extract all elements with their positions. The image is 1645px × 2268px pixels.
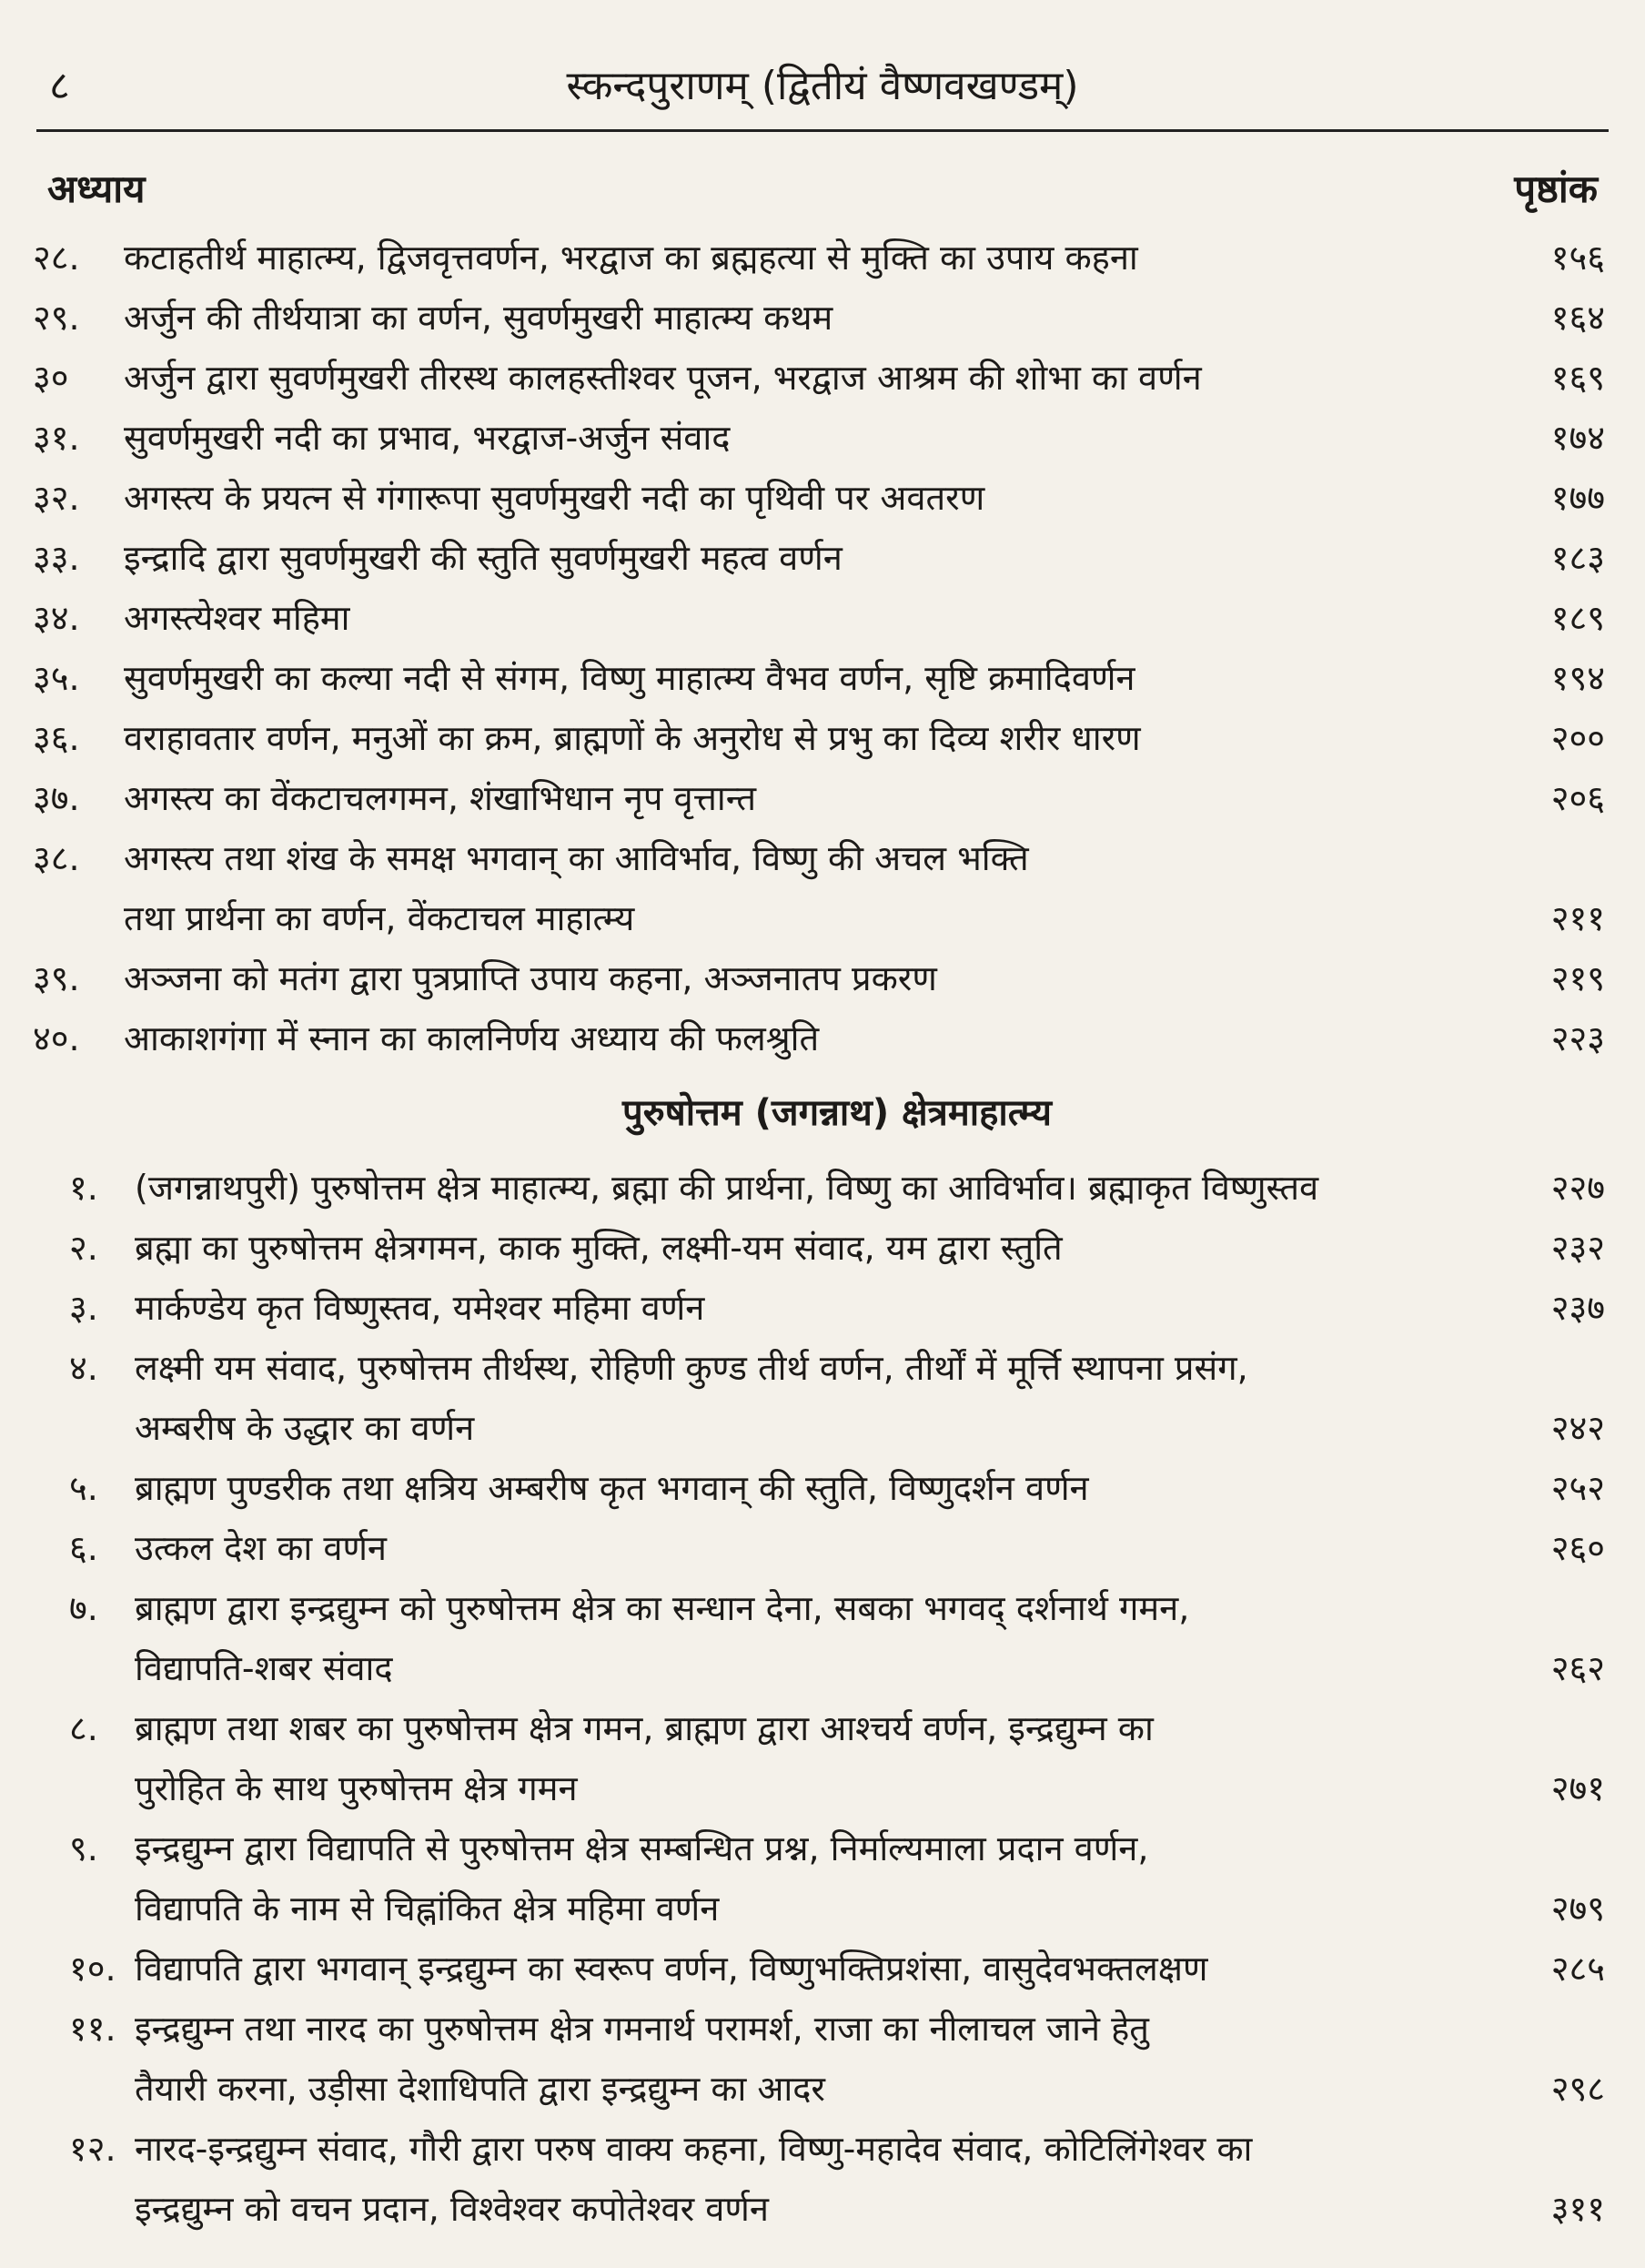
- chapter-title: [124, 948, 1487, 1008]
- chapter-title-line: (जगन्नाथपुरी) पुरुषोत्तम क्षेत्र माहात्म्य, ब्रह्मा की प्रार्थना, विष्णु का आविर्भाव। ब्रह्माकृत विष्णुस्तव: [135, 1168, 1319, 1208]
- chapter-number: ६.: [69, 1528, 98, 1568]
- page-reference: २२७: [1550, 1168, 1605, 1208]
- chapter-title: [135, 1578, 1487, 1698]
- chapter-title: [124, 708, 1487, 768]
- toc-entry: [33, 1939, 1605, 1999]
- chapter-title: [124, 828, 1487, 948]
- chapter-number: ३४.: [33, 598, 80, 638]
- page-reference: १७४: [1550, 418, 1605, 458]
- chapter-title-line: विद्यापति द्वारा भगवान् इन्द्रद्युम्न का स्वरूप वर्णन, विष्णुभक्तिप्रशंसा, वासुदेवभक्तलक्षण: [135, 1949, 1208, 1989]
- toc-entry: [33, 1698, 1605, 1818]
- section-title: पुरुषोत्तम (जगन्नाथ) क्षेत्रमाहात्म्य: [622, 1092, 1052, 1134]
- page-reference: १६९: [1550, 358, 1605, 398]
- chapter-title-line: विद्यापति-शबर संवाद: [135, 1648, 393, 1688]
- toc-entry: [33, 1278, 1605, 1338]
- page-reference: २८५: [1550, 1949, 1605, 1989]
- chapter-title-line: अगस्त्य के प्रयत्न से गंगारूपा सुवर्णमुखरी नदी का पृथिवी पर अवतरण: [124, 478, 985, 518]
- toc-entry: [33, 828, 1605, 948]
- chapter-title: [124, 468, 1487, 528]
- page-reference: २९८: [1550, 2069, 1605, 2109]
- chapter-title-line: सुवर्णमुखरी नदी का प्रभाव, भरद्वाज-अर्जुन संवाद: [124, 418, 731, 458]
- toc-entry: [33, 948, 1605, 1008]
- toc-entry: [33, 648, 1605, 708]
- toc-entry: [33, 528, 1605, 588]
- page-reference: २१९: [1550, 958, 1605, 998]
- chapter-number: ३९.: [33, 958, 80, 998]
- chapter-title: [124, 228, 1487, 288]
- chapter-title: [124, 528, 1487, 588]
- chapter-title: [135, 1218, 1487, 1278]
- chapter-number: २.: [69, 1228, 98, 1268]
- toc-entry: [33, 1158, 1605, 1218]
- page-reference: २६०: [1550, 1528, 1605, 1568]
- chapter-number: ३०: [33, 358, 69, 398]
- page-reference: १८९: [1550, 598, 1605, 638]
- chapter-title: [135, 1999, 1487, 2119]
- chapter-title: [124, 648, 1487, 708]
- toc-entry: [33, 1518, 1605, 1578]
- chapter-title-line: सुवर्णमुखरी का कल्या नदी से संगम, विष्णु माहात्म्य वैभव वर्णन, सृष्टि क्रमादिवर्णन: [124, 658, 1135, 698]
- chapter-title: [135, 2119, 1487, 2239]
- toc-entry: [33, 1008, 1605, 1068]
- chapter-title-line: अगस्त्येश्वर महिमा: [124, 598, 350, 638]
- toc-entry: [33, 1578, 1605, 1698]
- chapter-title-line: तैयारी करना, उड़ीसा देशाधिपति द्वारा इन्द्रद्युम्न का आदर: [135, 2069, 825, 2109]
- chapter-column-heading: अध्याय: [47, 167, 146, 211]
- chapter-title-line: ब्रह्मा का पुरुषोत्तम क्षेत्रगमन, काक मुक्ति, लक्ष्मी-यम संवाद, यम द्वारा स्तुति: [135, 1228, 1063, 1268]
- chapter-title-line: अञ्जना को मतंग द्वारा पुत्रप्राप्ति उपाय कहना, अञ्जनातप प्रकरण: [124, 958, 937, 998]
- chapter-title-line: अगस्त्य तथा शंख के समक्ष भगवान् का आविर्भाव, विष्णु की अचल भक्ति: [124, 838, 1029, 878]
- page-reference: १५६: [1550, 238, 1605, 278]
- chapter-title: [135, 1818, 1487, 1939]
- page-reference: २७९: [1550, 1888, 1605, 1929]
- chapter-title: [135, 1278, 1487, 1338]
- chapter-title-line: कटाहतीर्थ माहात्म्य, द्विजवृत्तवर्णन, भरद्वाज का ब्रह्महत्या से मुक्ति का उपाय कहना: [124, 238, 1138, 278]
- toc-entry: [33, 408, 1605, 468]
- chapter-title: [124, 288, 1487, 348]
- chapter-title-line: ब्राह्मण द्वारा इन्द्रद्युम्न को पुरुषोत्तम क्षेत्र का सन्धान देना, सबका भगवद् दर्शनार्थ गमन,: [135, 1588, 1190, 1628]
- page-header: [36, 46, 1609, 127]
- chapter-number: १०.: [69, 1949, 116, 1989]
- chapter-title-line: ब्राह्मण पुण्डरीक तथा क्षत्रिय अम्बरीष कृत भगवान् की स्तुति, विष्णुदर्शन वर्णन: [135, 1468, 1089, 1508]
- chapter-title-line: नारद-इन्द्रद्युम्न संवाद, गौरी द्वारा परुष वाक्य कहना, विष्णु-महादेव संवाद, कोटिलिंगेश्वर का: [135, 2129, 1253, 2169]
- chapter-number: १.: [69, 1168, 98, 1208]
- chapter-title: [124, 1008, 1487, 1068]
- toc-entry: [33, 1818, 1605, 1939]
- chapter-number: ५.: [69, 1468, 98, 1508]
- chapter-title: [124, 348, 1487, 408]
- toc-entry: [33, 2119, 1605, 2239]
- page-reference: २३७: [1550, 1288, 1605, 1328]
- page-reference: २५२: [1550, 1468, 1605, 1508]
- chapter-title: [135, 1518, 1487, 1578]
- page-number: ८: [49, 63, 70, 109]
- chapter-title-line: ब्राह्मण तथा शबर का पुरुषोत्तम क्षेत्र गमन, ब्राह्मण द्वारा आश्चर्य वर्णन, इन्द्रद्युम्न का: [135, 1708, 1154, 1748]
- chapter-number: १२.: [69, 2129, 116, 2169]
- toc-entry: [33, 588, 1605, 648]
- chapter-title-line: अर्जुन की तीर्थयात्रा का वर्णन, सुवर्णमुखरी माहात्म्य कथम: [124, 298, 833, 338]
- toc-entry: [33, 348, 1605, 408]
- chapter-title-line: इन्द्रद्युम्न द्वारा विद्यापति से पुरुषोत्तम क्षेत्र सम्बन्धित प्रश्न, निर्माल्यमाला प्रदान वर्णन,: [135, 1828, 1149, 1868]
- chapter-title: [135, 1939, 1487, 1999]
- page-reference: २००: [1550, 718, 1605, 758]
- chapter-title-line: विद्यापति के नाम से चिह्नांकित क्षेत्र महिमा वर्णन: [135, 1888, 720, 1929]
- page-reference: ३११: [1550, 2189, 1605, 2229]
- chapter-number: ३५.: [33, 658, 80, 698]
- chapter-number: २८.: [33, 238, 80, 278]
- chapter-number: ३.: [69, 1288, 98, 1328]
- chapter-title-line: पुरोहित के साथ पुरुषोत्तम क्षेत्र गमन: [135, 1768, 578, 1808]
- toc-entry: [33, 1218, 1605, 1278]
- chapter-title: [135, 1158, 1487, 1218]
- chapter-title-line: आकाशगंगा में स्नान का कालनिर्णय अध्याय की फलश्रुति: [124, 1018, 820, 1058]
- toc-entry: [33, 468, 1605, 528]
- chapter-number: ३२.: [33, 478, 80, 518]
- header-divider: [36, 129, 1609, 132]
- chapter-title-line: अर्जुन द्वारा सुवर्णमुखरी तीरस्थ कालहस्तीश्वर पूजन, भरद्वाज आश्रम की शोभा का वर्णन: [124, 358, 1202, 398]
- chapter-number: ४.: [69, 1348, 98, 1388]
- page-reference: १६४: [1550, 298, 1605, 338]
- toc-entry: [33, 288, 1605, 348]
- chapter-title: [124, 588, 1487, 648]
- running-title: स्कन्दपुराणम् (द्वितीयं वैष्णवखण्डम्): [566, 63, 1079, 109]
- chapter-title-line: इन्द्रद्युम्न तथा नारद का पुरुषोत्तम क्षेत्र गमनार्थ परामर्श, राजा का नीलाचल जाने हेतु: [135, 2009, 1149, 2049]
- chapter-number: ३१.: [33, 418, 80, 458]
- page-reference: २४२: [1550, 1408, 1605, 1448]
- chapter-title-line: उत्कल देश का वर्णन: [135, 1528, 388, 1568]
- toc-entry: [33, 708, 1605, 768]
- chapter-number: ३६.: [33, 718, 80, 758]
- chapter-title: [135, 1338, 1487, 1458]
- chapter-title: [124, 768, 1487, 828]
- page-reference: १७७: [1550, 478, 1605, 518]
- page-column-heading: पृष्ठांक: [1514, 167, 1598, 211]
- page-reference: २६२: [1550, 1648, 1605, 1688]
- chapter-number: ७.: [69, 1588, 98, 1628]
- page-reference: २२३: [1550, 1018, 1605, 1058]
- chapter-number: ३७.: [33, 778, 80, 818]
- page-reference: २११: [1550, 898, 1605, 938]
- chapter-number: ४०.: [33, 1018, 80, 1058]
- toc-part-vaishnava: [33, 228, 1605, 1068]
- chapter-title-line: लक्ष्मी यम संवाद, पुरुषोत्तम तीर्थस्थ, रोहिणी कुण्ड तीर्थ वर्णन, तीर्थों में मूर्त्ति स्थापना प्रसंग,: [135, 1348, 1248, 1388]
- toc-entry: [33, 1338, 1605, 1458]
- chapter-number: ११.: [69, 2009, 116, 2049]
- chapter-title-line: मार्कण्डेय कृत विष्णुस्तव, यमेश्वर महिमा वर्णन: [135, 1288, 705, 1328]
- page-reference: १८३: [1550, 538, 1605, 578]
- chapter-number: ९.: [69, 1828, 98, 1868]
- chapter-number: २९.: [33, 298, 80, 338]
- toc-entry: [33, 228, 1605, 288]
- page-reference: १९४: [1550, 658, 1605, 698]
- page-reference: २७१: [1550, 1768, 1605, 1808]
- chapter-number: ८.: [69, 1708, 98, 1748]
- toc-entry: [33, 1458, 1605, 1518]
- chapter-title-line: अगस्त्य का वेंकटाचलगमन, शंखाभिधान नृप वृत्तान्त: [124, 778, 757, 818]
- chapter-title-line: वराहावतार वर्णन, मनुओं का क्रम, ब्राह्मणों के अनुरोध से प्रभु का दिव्य शरीर धारण: [124, 718, 1141, 758]
- chapter-title: [135, 1458, 1487, 1518]
- chapter-title-line: अम्बरीष के उद्धार का वर्णन: [135, 1408, 475, 1448]
- chapter-title-line: इन्द्रद्युम्न को वचन प्रदान, विश्वेश्वर कपोतेश्वर वर्णन: [135, 2189, 769, 2229]
- toc-entry: [33, 1999, 1605, 2119]
- page-reference: २३२: [1550, 1228, 1605, 1268]
- chapter-title: [124, 408, 1487, 468]
- table-of-contents: [33, 228, 1605, 2239]
- chapter-title-line: इन्द्रादि द्वारा सुवर्णमुखरी की स्तुति सुवर्णमुखरी महत्व वर्णन: [124, 538, 843, 578]
- page-reference: २०६: [1550, 778, 1605, 818]
- toc-entry: [33, 768, 1605, 828]
- chapter-number: ३३.: [33, 538, 80, 578]
- chapter-title-line: तथा प्रार्थना का वर्णन, वेंकटाचल माहात्म्य: [124, 898, 635, 938]
- toc-part-purushottama: [33, 1158, 1605, 2239]
- chapter-number: ३८.: [33, 838, 80, 878]
- chapter-title: [135, 1698, 1487, 1818]
